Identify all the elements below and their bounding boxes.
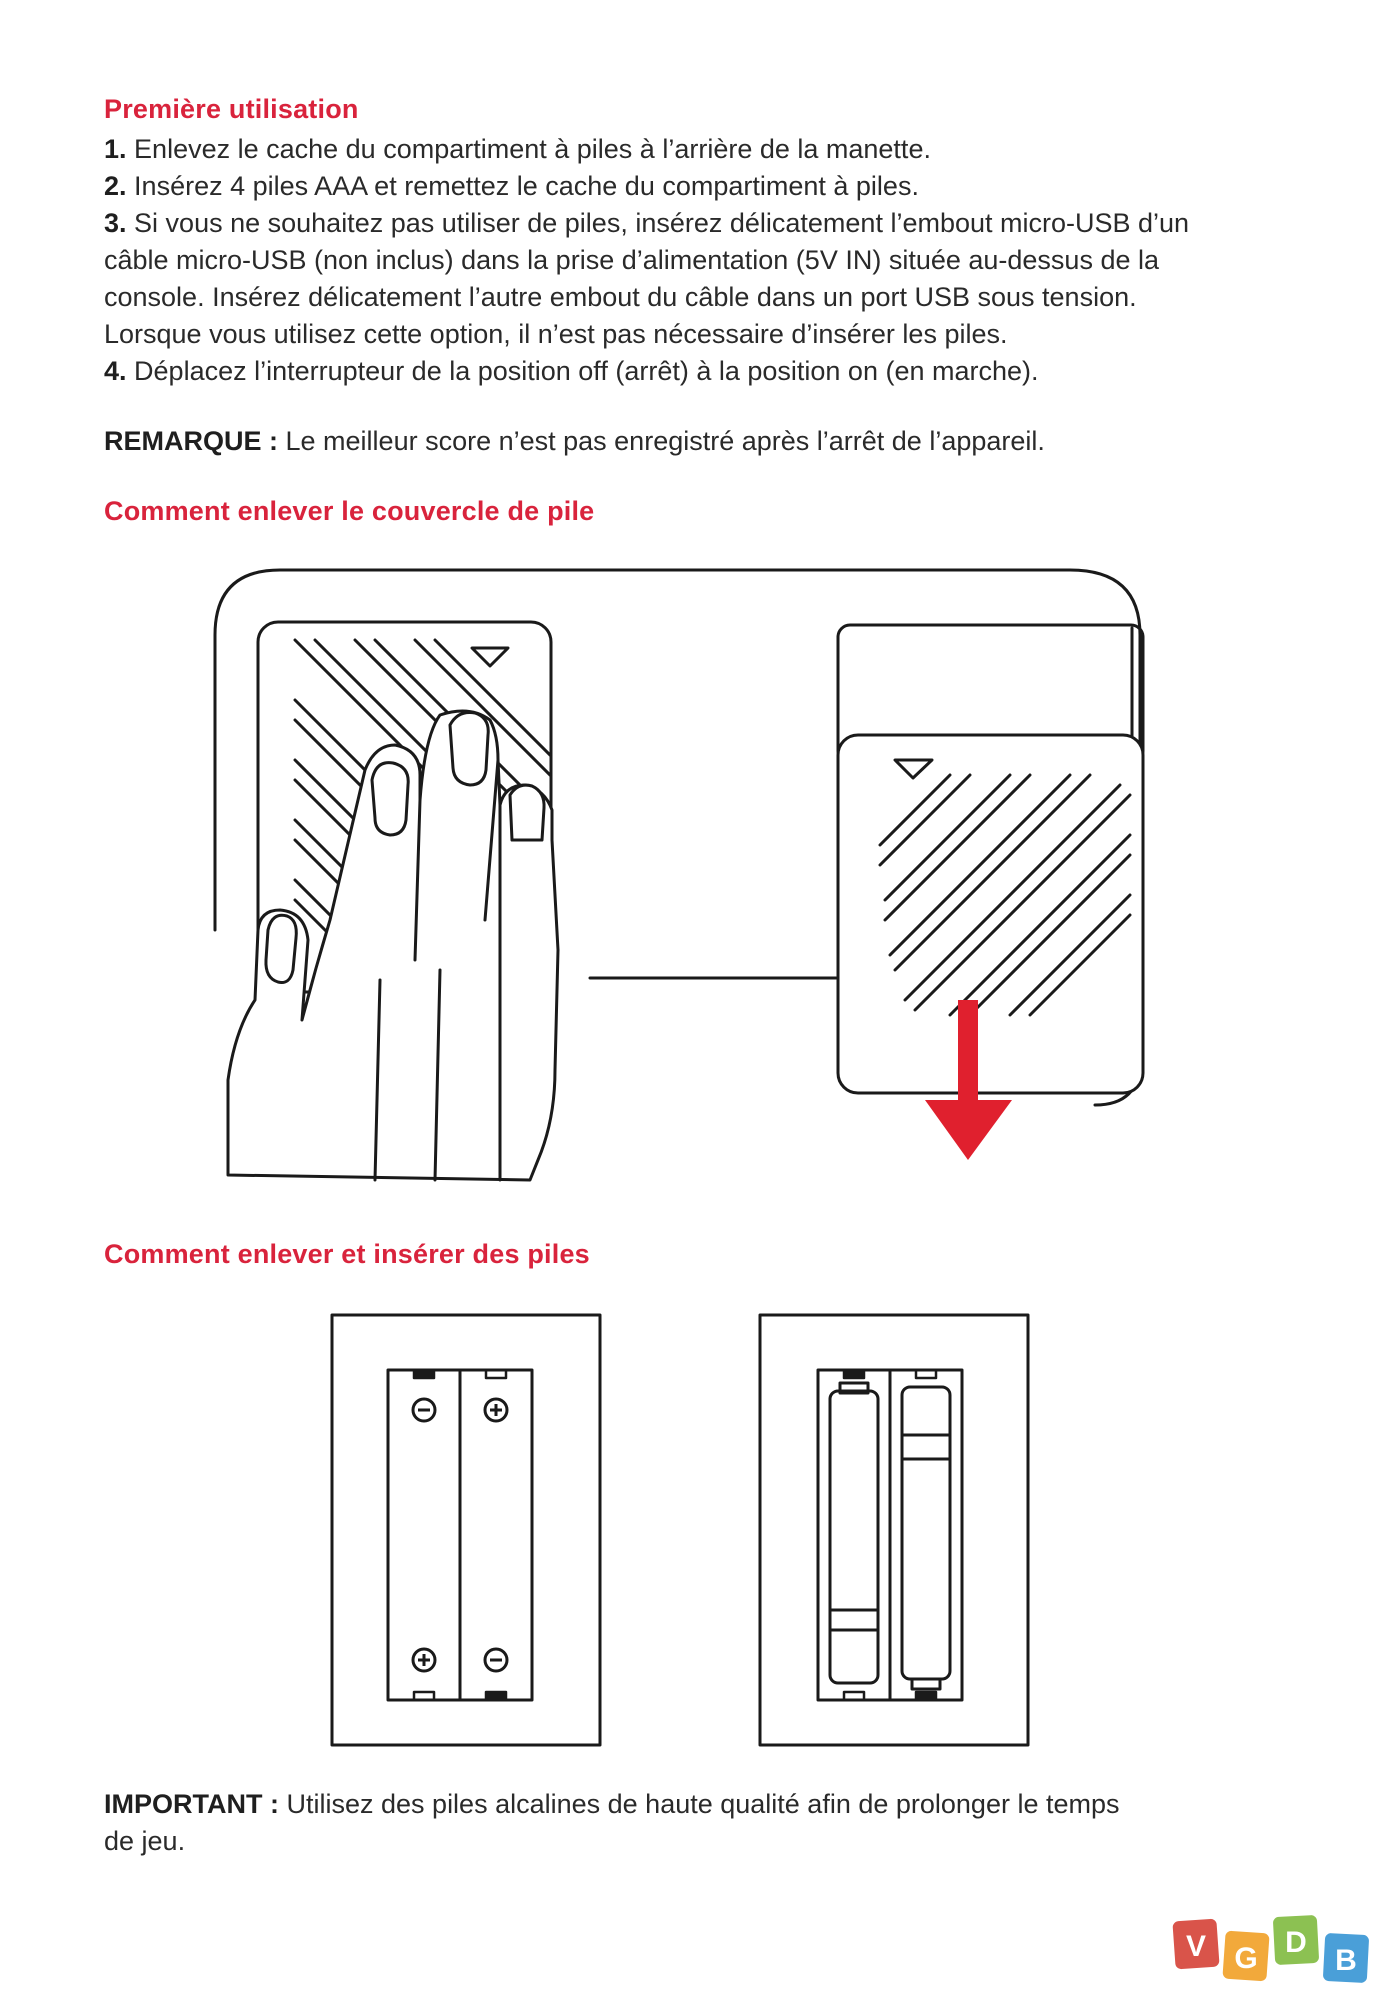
important-text-cont: de jeu.: [104, 1826, 186, 1856]
battery-compartment-illustration: [320, 1305, 1040, 1755]
vgdb-watermark-logo: [1170, 1912, 1380, 1986]
logo-letter-g: G: [1234, 1942, 1258, 1975]
step-number: 1.: [104, 134, 127, 164]
plus-terminal-icon: [485, 1399, 507, 1421]
section-title-batteries: Comment enlever et insérer des piles: [104, 1239, 590, 1269]
step-text: Si vous ne souhaitez pas utiliser de piles, insérez délicatement l’embout micro-USB d’un: [134, 208, 1190, 238]
remove-cover-illustration: [180, 560, 1160, 1210]
fingernail: [510, 785, 544, 840]
section-title-first-use: Première utilisation: [104, 94, 359, 124]
logo-letter-v: V: [1185, 1930, 1207, 1963]
step-2: [104, 168, 1304, 205]
important-label: IMPORTANT :: [104, 1789, 279, 1819]
logo-letter-d: D: [1285, 1926, 1307, 1959]
step-text: Insérez 4 piles AAA et remettez le cache du compartiment à piles.: [134, 171, 919, 201]
aaa-battery: [902, 1387, 950, 1689]
step-1: [104, 131, 1304, 168]
step-number: 2.: [104, 171, 127, 201]
step-3-cont: Lorsque vous utilisez cette option, il n’est pas nécessaire d’insérer les piles.: [104, 319, 1008, 349]
fingernail: [266, 915, 296, 982]
important-note: [104, 1786, 1304, 1860]
remarque-text: Le meilleur score n’est pas enregistré après l’arrêt de l’appareil.: [285, 426, 1045, 456]
remarque-label: REMARQUE :: [104, 426, 278, 456]
first-use-steps: [104, 131, 1304, 390]
minus-terminal-icon: [413, 1399, 435, 1421]
empty-compartment-frame: [332, 1315, 600, 1745]
filled-compartment-frame: [760, 1315, 1028, 1745]
step-4: [104, 353, 1304, 390]
step-text: Enlevez le cache du compartiment à piles à l’arrière de la manette.: [134, 134, 931, 164]
fingernail: [372, 763, 408, 835]
step-3-cont: console. Insérez délicatement l’autre embout du câble dans un port USB sous tension.: [104, 282, 1137, 312]
left-cover-arrow-icon: [472, 648, 508, 666]
hand-drawing: [228, 711, 558, 1180]
step-number: 3.: [104, 208, 127, 238]
aaa-battery: [830, 1383, 878, 1683]
plus-terminal-icon: [413, 1649, 435, 1671]
step-3: [104, 205, 1304, 242]
logo-letter-b: B: [1335, 1944, 1357, 1977]
step-number: 4.: [104, 356, 127, 386]
remarque-note: [104, 423, 1304, 460]
fingernail: [450, 713, 488, 786]
important-text: Utilisez des piles alcalines de haute qualité afin de prolonger le temps: [286, 1789, 1120, 1819]
step-text: Déplacez l’interrupteur de la position off (arrêt) à la position on (en marche).: [134, 356, 1039, 386]
minus-terminal-icon: [485, 1649, 507, 1671]
step-3-cont: câble micro-USB (non inclus) dans la prise d’alimentation (5V IN) située au-dessus de la: [104, 245, 1159, 275]
section-title-remove-cover: Comment enlever le couvercle de pile: [104, 496, 595, 526]
